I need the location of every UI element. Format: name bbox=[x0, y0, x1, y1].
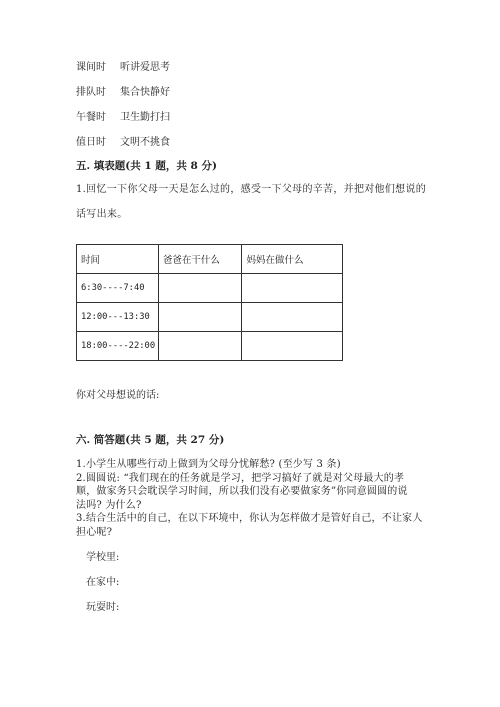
question-line: 1.回忆一下你父母一天是怎么过的，感受一下父母的辛苦，并把对他们想说的 bbox=[76, 184, 427, 195]
rule-item bbox=[76, 86, 170, 99]
prompt-school: 学校里: bbox=[86, 552, 120, 563]
table-header-row bbox=[77, 245, 343, 274]
time-cell: 6:30----7:40 bbox=[77, 274, 159, 303]
prompt-home: 在家中: bbox=[86, 577, 120, 588]
time-cell: 18:00----22:00 bbox=[77, 332, 159, 361]
section-6-heading: 六. 简答题(共 5 题，共 27 分) bbox=[76, 434, 225, 446]
rule-text: 卫生勤打扫 bbox=[120, 112, 170, 123]
rule-text: 听讲爱思考 bbox=[120, 62, 170, 73]
rule-text: 集合快静好 bbox=[120, 87, 170, 98]
header-mother: 妈妈在做什么 bbox=[242, 245, 343, 274]
parents-schedule-table bbox=[76, 244, 343, 361]
rule-text: 文明不挑食 bbox=[120, 137, 170, 148]
question-line: 话写出来。 bbox=[76, 209, 128, 220]
section-6-questions bbox=[76, 458, 432, 539]
question-1: 1.小学生从哪些行动上做到为父母分忧解愁? (至少写 3 条) bbox=[76, 459, 341, 470]
rule-item bbox=[76, 111, 170, 124]
time-cell: 12:00---13:30 bbox=[77, 303, 159, 332]
rule-time: 排队时 bbox=[76, 87, 106, 98]
table-row bbox=[77, 332, 343, 361]
section-5-heading: 五. 填表题(共 1 题，共 8 分) bbox=[76, 160, 217, 172]
rule-time: 午餐时 bbox=[76, 112, 106, 123]
mother-cell[interactable] bbox=[242, 274, 343, 303]
question-2-line: 顺，做家务只会耽误学习时间，所以我们没有必要做家务”你同意圆圆的说 bbox=[76, 486, 408, 497]
rule-item bbox=[76, 61, 170, 74]
question-2-line: 2.圆圆说: “我们现在的任务就是学习，把学习搞好了就是对父母最大的孝 bbox=[76, 472, 405, 484]
rule-time: 值日时 bbox=[76, 137, 106, 148]
mother-cell[interactable] bbox=[242, 303, 343, 332]
table-row bbox=[77, 274, 343, 303]
question-3-line: 3.结合生活中的自己，在以下环境中，你认为怎样做才是管好自己，不让家人 bbox=[76, 513, 423, 524]
question-2-line: 法吗? 为什么? bbox=[76, 499, 142, 511]
section-5-question bbox=[76, 182, 432, 223]
rule-time: 课间时 bbox=[76, 62, 106, 73]
table-row bbox=[77, 303, 343, 332]
prompt-play: 玩耍时: bbox=[86, 602, 120, 613]
mother-cell[interactable] bbox=[242, 332, 343, 361]
father-cell[interactable] bbox=[158, 303, 242, 332]
question-3-line: 担心呢? bbox=[76, 526, 113, 538]
answer-prompt: 你对父母想说的话: bbox=[76, 390, 160, 401]
header-father: 爸爸在干什么 bbox=[158, 245, 242, 274]
header-time: 时间 bbox=[77, 245, 159, 274]
father-cell[interactable] bbox=[158, 332, 242, 361]
rule-item bbox=[76, 136, 170, 149]
father-cell[interactable] bbox=[158, 274, 242, 303]
